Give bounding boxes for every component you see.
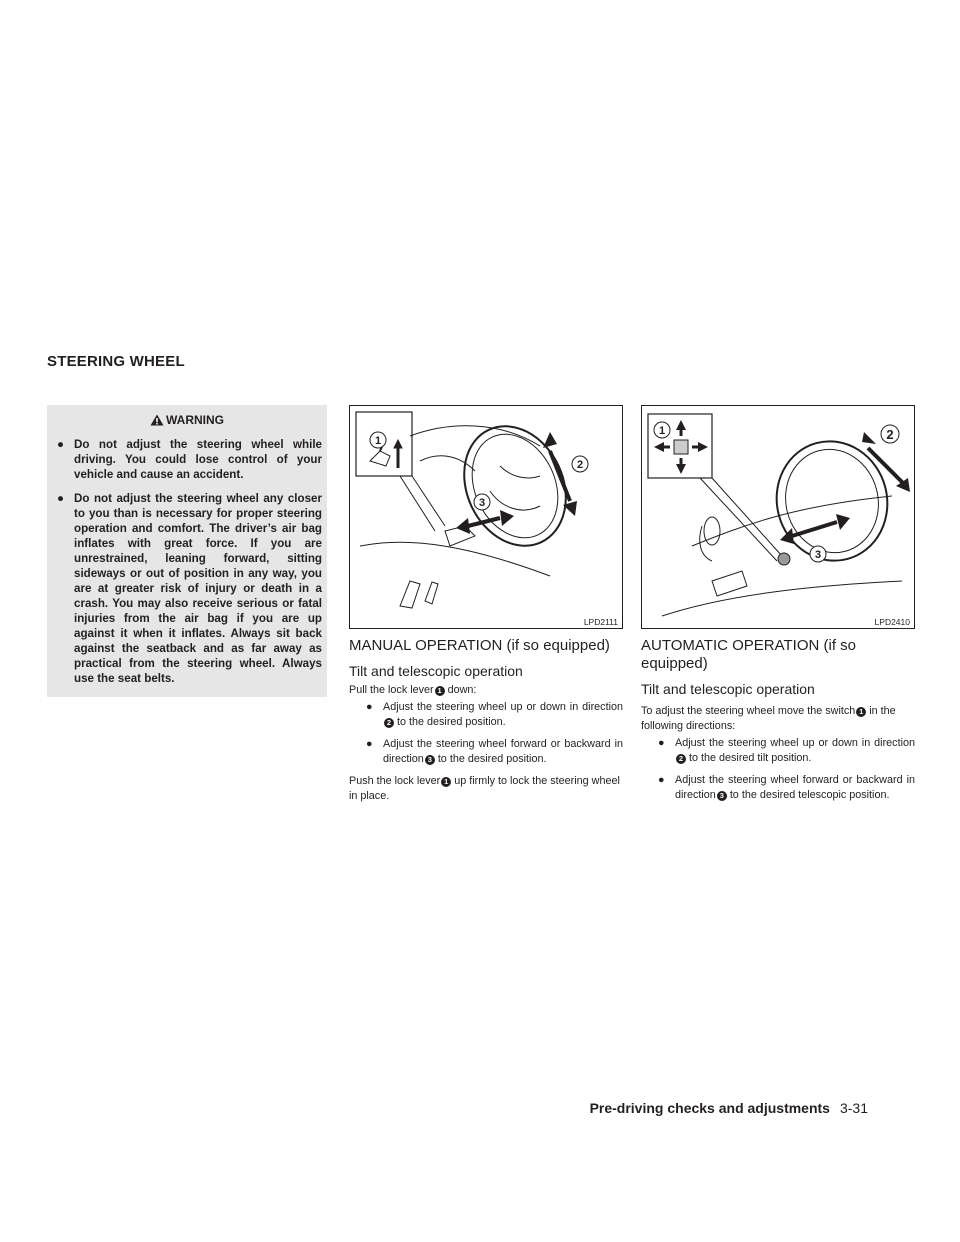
automatic-bullet — [658, 773, 915, 803]
manual-heading: MANUAL OPERATION (if so equipped) — [349, 637, 610, 654]
figure-code: LPD2111 — [583, 617, 618, 627]
callout-3-icon: 3 — [717, 791, 727, 801]
bullet-icon: ● — [366, 738, 373, 750]
callout-3: 3 — [478, 497, 486, 509]
warning-item-text: Do not adjust the steering wheel while driving. You could lose control of your vehicle and cause an accident. — [74, 438, 322, 481]
manual-body — [349, 683, 623, 804]
callout-2: 2 — [576, 459, 584, 471]
callout-2: 2 — [886, 427, 894, 442]
manual-bullet — [366, 700, 623, 730]
bullet-text-end: to the desired position. — [437, 753, 547, 765]
automatic-steering-illustration — [642, 406, 914, 628]
warning-triangle-icon — [150, 414, 164, 426]
page-number: 3-31 — [839, 1100, 868, 1116]
manual-bullet — [366, 737, 623, 767]
closing-text-end: up firmly to lock the steering wheel in place. — [349, 775, 620, 802]
automatic-operation-section — [641, 637, 915, 810]
automatic-bullets — [641, 736, 915, 803]
warning-title: WARNING — [166, 413, 224, 427]
warning-list — [54, 437, 322, 695]
manual-intro-text: Pull the lock lever — [349, 684, 434, 696]
bullet-text: Adjust the steering wheel up or down in direction — [383, 701, 623, 713]
bullet-text: Adjust the steering wheel up or down in direction — [675, 737, 915, 749]
manual-operation-section — [349, 637, 623, 804]
bullet-text: Adjust the steering wheel forward or backward in direction — [675, 774, 915, 801]
automatic-heading: AUTOMATIC OPERATION (if so equipped) — [641, 637, 857, 672]
warning-item — [54, 491, 322, 686]
manual-steering-illustration — [350, 406, 622, 628]
callout-2-icon: 2 — [384, 718, 394, 728]
closing-text: Push the lock lever — [349, 775, 441, 787]
bullet-text-end: to the desired telescopic position. — [729, 789, 890, 801]
bullet-text-end: to the desired position. — [397, 716, 506, 728]
warning-box — [47, 405, 327, 697]
automatic-operation-figure — [641, 405, 915, 629]
callout-3-icon: 3 — [425, 755, 435, 765]
automatic-intro-text-end: in the following directions: — [641, 705, 896, 732]
callout-2-icon: 2 — [676, 754, 686, 764]
manual-bullets — [349, 700, 623, 767]
bullet-icon: ● — [658, 774, 665, 786]
manual-operation-figure — [349, 405, 623, 629]
bullet-text: Adjust the steering wheel forward or backward in direction — [383, 738, 623, 765]
warning-item — [54, 437, 322, 482]
bullet-icon: ● — [658, 737, 665, 749]
bullet-text-end: to the desired tilt position. — [689, 752, 812, 764]
callout-3: 3 — [814, 549, 822, 561]
callout-1: 1 — [374, 435, 382, 447]
bullet-icon: ● — [57, 492, 65, 505]
bullet-icon: ● — [366, 701, 373, 713]
figure-code: LPD2410 — [874, 617, 910, 627]
automatic-intro-text: To adjust the steering wheel move the switch — [641, 705, 856, 717]
footer-chapter: Pre-driving checks and adjustments — [589, 1100, 830, 1116]
automatic-body — [641, 704, 915, 803]
automatic-intro — [641, 704, 915, 734]
manual-intro-text-end: down: — [447, 684, 477, 696]
callout-1-icon: 1 — [435, 686, 445, 696]
automatic-subheading: Tilt and telescopic operation — [641, 681, 815, 697]
warning-header — [47, 413, 327, 427]
callout-1: 1 — [658, 425, 666, 437]
callout-1-icon: 1 — [441, 777, 451, 787]
manual-intro — [349, 683, 623, 698]
manual-subheading: Tilt and telescopic operation — [349, 663, 523, 679]
callout-1-icon: 1 — [856, 707, 866, 717]
warning-item-text: Do not adjust the steering wheel any closer to you than is necessary for proper steering operation and comfort. The driver’s air bag inflates with great force. If you are unrestrained, leaning forward, sitting sideways or out of position in any way, you are at greater risk of injury or death in a crash. You may also receive serious or fatal injuries from the air bag if you are up against it when it inflates. Always sit back against the seatback and as far away as practical from the steering wheel. Always use the seat belts. — [74, 492, 322, 685]
page-footer — [590, 1100, 868, 1116]
section-title: STEERING WHEEL — [47, 353, 185, 370]
manual-closing — [349, 774, 623, 804]
automatic-bullet — [658, 736, 915, 766]
bullet-icon: ● — [57, 438, 65, 451]
